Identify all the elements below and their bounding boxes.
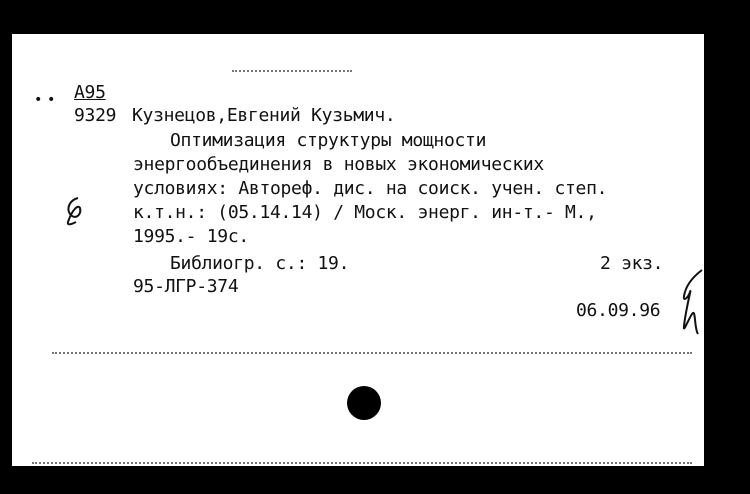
title-line-1: Оптимизация структуры мощности [170, 130, 487, 151]
scan-artifact-dots [232, 70, 352, 72]
scan-artifact-dots [32, 462, 692, 464]
title-line-4: к.т.н.: (05.14.14) / Моск. энерг. ин-т.- М., [133, 202, 597, 223]
shelf-mark: А95 [74, 82, 106, 103]
handwritten-signature [664, 268, 704, 342]
margin-dot-mark: • [47, 92, 56, 108]
title-line-5: 1995.- 19с. [133, 226, 249, 247]
catalog-card [12, 34, 704, 466]
copies-count: 2 экз. [600, 253, 664, 274]
punch-hole [347, 386, 381, 420]
margin-dot-mark: • [34, 92, 43, 108]
date-stamp: 06.09.96 [576, 300, 661, 321]
handwritten-margin-mark [60, 194, 90, 230]
scan-artifact-dots [52, 352, 692, 354]
accession-number: 95-ЛГР-374 [133, 276, 239, 297]
author-heading: Кузнецов,Евгений Кузьмич. [132, 105, 396, 126]
title-line-3: условиях: Автореф. дис. на соиск. учен. степ. [133, 178, 608, 199]
title-line-2: энергообъединения в новых экономических [133, 154, 544, 175]
card-number: 9329 [74, 105, 117, 126]
bibliography-note: Библиогр. с.: 19. [170, 253, 350, 274]
